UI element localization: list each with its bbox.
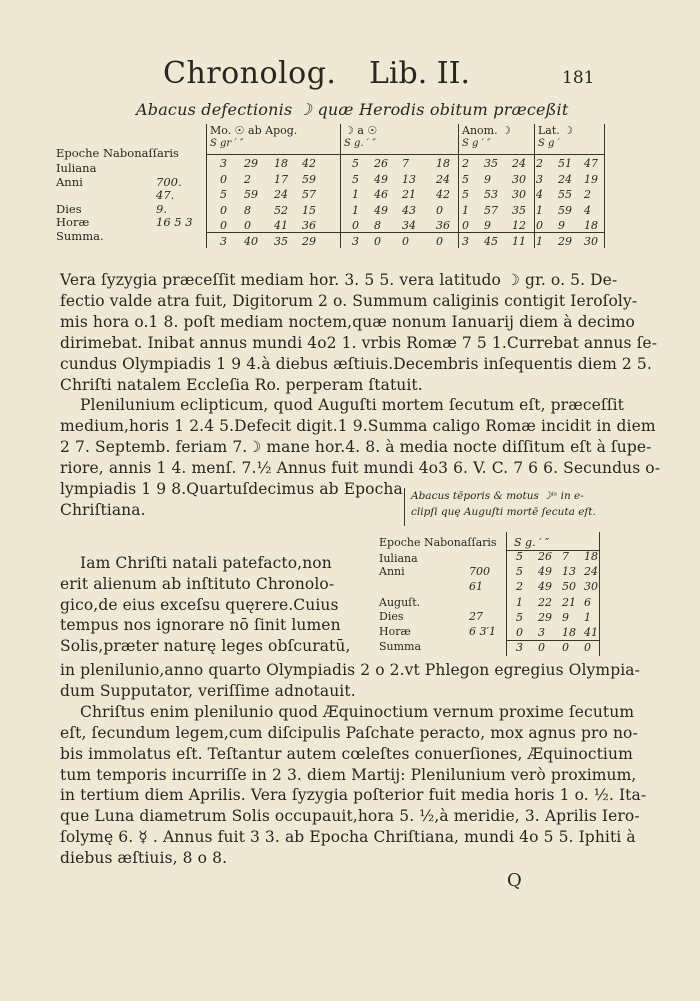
table2-cell: 6 xyxy=(584,595,591,609)
table1-cell: 3 xyxy=(220,157,227,170)
table1-cell: 12 xyxy=(512,219,526,232)
table1-cell: 1 xyxy=(352,203,359,217)
table2-row-label: Auguſt. xyxy=(379,596,421,609)
table1-vline xyxy=(340,124,341,248)
table1-cell: 45 xyxy=(484,234,498,248)
table1-cell: 30 xyxy=(512,172,526,186)
table1-hline xyxy=(206,232,604,233)
table1-cell: 4 xyxy=(584,203,591,217)
table1-hline xyxy=(206,154,604,155)
paragraph-line: Vera ſyzygia præceſſit mediam hor. 3. 5 5. vera latitudo ☽ gr. o. 5. De- xyxy=(60,271,618,289)
table1-cell: 5 xyxy=(220,188,227,201)
table1-cell: 57 xyxy=(484,203,498,217)
table1-col-sub: S gr ′ ″ xyxy=(210,138,244,149)
table2-cell: 5 xyxy=(516,565,523,579)
table1-cell: 0 xyxy=(352,219,359,232)
paragraph-line: tempus nos ignorare nō ſinit lumen xyxy=(60,616,341,635)
table1-cell: 36 xyxy=(302,219,316,232)
table1-cell: 3 xyxy=(536,172,543,186)
table1-cell: 35 xyxy=(274,234,288,248)
table2-row-value: 700 xyxy=(469,565,490,578)
paragraph-line: Chriſti natalem Eccleſia Ro. perperam ſtatuit. xyxy=(60,375,423,394)
table1-cell: 0 xyxy=(436,234,443,248)
paragraph-line: Chriſtiana. xyxy=(60,500,146,519)
table2-cell: 13 xyxy=(562,565,576,579)
table2-row-value: 27 xyxy=(469,610,483,623)
eclipse-table-herod xyxy=(56,124,616,252)
table2-cell: 21 xyxy=(562,595,576,609)
table1-cell: 5 xyxy=(352,157,359,170)
table1-col-sub: S g ′ ″ xyxy=(462,138,491,149)
table1-cell: 57 xyxy=(302,188,316,201)
table1-row-value: 9. xyxy=(156,201,167,216)
table2-col-sub: S g. ′ ″ xyxy=(514,536,550,549)
table1-cell: 9 xyxy=(558,219,565,232)
table2-cell: 26 xyxy=(538,550,552,563)
table1-cell: 29 xyxy=(302,234,316,248)
header-book: Lib. II. xyxy=(369,56,471,91)
table2-title xyxy=(404,488,614,526)
paragraph-line: erit alienum ab inſtituto Chronolo- xyxy=(60,574,335,593)
table2-cell: 9 xyxy=(562,610,569,624)
table1-cell: 24 xyxy=(558,172,572,186)
table1-col-sub: S g ′ xyxy=(538,138,560,149)
table2-row-label: Anni xyxy=(379,565,405,578)
paragraph-line: Plenilunium eclipticum, quod Auguſti mortem ſecutum eſt, præceſſit xyxy=(80,396,624,415)
paragraph-line: diebus æſtiuis, 8 o 8. xyxy=(60,849,228,868)
table1-row-label: Horæ xyxy=(56,215,90,229)
table1-vline xyxy=(206,124,207,248)
table1-cell: 43 xyxy=(402,203,416,217)
table1-cell: 36 xyxy=(436,219,450,232)
paragraph-line: que Luna diametrum Solis occupauit,hora 5. ½,à meridie, 3. Aprilis Iero- xyxy=(60,807,640,826)
table1-cell: 55 xyxy=(558,188,572,201)
table1-cell: 1 xyxy=(352,188,359,201)
table1-cell: 59 xyxy=(244,188,258,201)
table1-cell: 0 xyxy=(244,219,251,232)
table2-cell: 3 xyxy=(516,641,523,655)
table1-cell: 18 xyxy=(584,219,598,232)
table2-cell: 18 xyxy=(562,626,576,639)
table1-cell: 8 xyxy=(244,203,251,217)
table2-cell: 3 xyxy=(538,626,545,639)
table1-cell: 59 xyxy=(302,172,316,186)
paragraph-line: dirimebat. Inibat annus mundi 4o2 1. vrbis Romæ 7 5 1.Currebat annus ſe- xyxy=(60,333,658,352)
table1-cell: 9 xyxy=(484,219,491,232)
table1-cell: 0 xyxy=(220,219,227,232)
table1-cell: 0 xyxy=(220,203,227,217)
header-title: Chronolog. xyxy=(163,56,337,91)
table1-row-label: Dies xyxy=(56,201,82,216)
table1-cell: 1 xyxy=(536,234,543,248)
table1-cell: 49 xyxy=(374,203,388,217)
table1-cell: 2 xyxy=(584,188,591,201)
table2-cell: 24 xyxy=(584,565,598,579)
table1-cell: 13 xyxy=(402,172,416,186)
page-number: 181 xyxy=(562,68,595,88)
table1-cell: 19 xyxy=(584,172,598,186)
paragraph-line: eſt, ſecundum legem,cum diſcipulis Paſchate peracto, mox agnus pro no- xyxy=(60,723,638,742)
table2-row-label: Summa xyxy=(379,640,422,653)
table1-vline xyxy=(534,124,535,248)
paragraph-line: tum temporis incurriſſe in 2 3. diem Martij: Plenilunium verò proximum, xyxy=(60,765,637,784)
table1-cell: 26 xyxy=(374,157,388,170)
paragraph-line: ſolymę 6. ☿ . Annus fuit 3 3. ab Epocha Chriſtiana, mundi 4o 5 5. Iphiti à xyxy=(60,828,636,847)
table2-cell: 5 xyxy=(516,610,523,624)
table1-cell: 0 xyxy=(462,219,469,232)
table1-cell: 0 xyxy=(220,172,227,186)
table1-cell: 2 xyxy=(244,172,251,186)
table1-cell: 0 xyxy=(436,203,443,217)
paragraph-line: bis immolatus eſt. Teſtantur autem cœleſtes conuerſiones, Æquinoctium xyxy=(60,744,633,763)
paragraph-line: 2 7. Septemb. feriam 7.☽ mane hor.4. 8. à media nocte diſſitum eſt à ſupe- xyxy=(60,438,652,457)
table1-row-value: 16 5 3 xyxy=(156,215,193,229)
table1-cell: 15 xyxy=(302,203,316,217)
table2-cell: 30 xyxy=(584,580,598,594)
table1-cell: 34 xyxy=(402,219,416,232)
table1-cell: 53 xyxy=(484,188,498,201)
table1-cell: 4 xyxy=(536,188,543,201)
table1-col-group: Mo. ☉ ab Apog. xyxy=(210,124,298,137)
table1-row-header: Epoche Nabonaſſaris xyxy=(56,146,179,160)
table1-cell: 3 xyxy=(462,234,469,248)
table2-title-line2: clipſi quę Auguſti mortē ſecuta eſt. xyxy=(411,506,596,518)
table1-cell: 52 xyxy=(274,203,288,217)
paragraph-line: mis hora o.1 8. poſt mediam noctem,quæ nonum Ianuarij diem à decimo xyxy=(60,312,635,331)
table1-cell: 35 xyxy=(484,157,498,170)
table2-row-label: Iuliana xyxy=(379,552,418,565)
table1-cell: 40 xyxy=(244,234,258,248)
table2-row-label: Horæ xyxy=(379,625,411,638)
table1-cell: 30 xyxy=(512,188,526,201)
paragraph-line: medium,horis 1 2.4 5.Defecit digit.1 9.Summa caligo Romæ incidit in diem xyxy=(60,417,656,436)
table2-cell: 49 xyxy=(538,565,552,579)
table1-cell: 21 xyxy=(402,188,416,201)
table1-row-value: 700. xyxy=(156,174,182,189)
paragraph-line: in plenilunio,anno quarto Olympiadis 2 o 2.vt Phlegon egregius Olympia- xyxy=(60,661,640,679)
table1-cell: 46 xyxy=(374,188,388,201)
table1-col-group: Anom. ☽ xyxy=(462,124,511,137)
table1-cell: 18 xyxy=(274,157,288,170)
paragraph-line: lympiadis 1 9 8.Quartuſdecimus ab Epocha xyxy=(60,480,403,498)
table1-cell: 7 xyxy=(402,157,409,170)
table1-cell: 24 xyxy=(274,188,288,201)
table1-cell: 42 xyxy=(436,188,450,201)
table1-title: Abacus defectionis ☽ quæ Herodis obitum præceßit xyxy=(136,100,569,119)
table1-vline xyxy=(604,124,605,248)
table1-cell: 24 xyxy=(512,157,526,170)
table1-cell: 3 xyxy=(220,234,227,248)
table1-row-label: Summa. xyxy=(56,228,104,243)
table2-row-value: 6 3′1 xyxy=(469,625,496,638)
table2-cell: 49 xyxy=(538,580,552,594)
table1-row-label: Anni xyxy=(56,174,83,189)
table2-row-header: Epoche Nabonaſſaris xyxy=(379,536,497,549)
table1-cell: 0 xyxy=(402,234,409,248)
table2-cell: 2 xyxy=(516,580,523,594)
table2-cell: 0 xyxy=(516,626,523,639)
table2-cell: 5 xyxy=(516,550,523,563)
table1-cell: 2 xyxy=(462,157,469,170)
table1-cell: 1 xyxy=(462,203,469,217)
table1-vline xyxy=(458,124,459,248)
table1-cell: 17 xyxy=(274,172,288,186)
table1-cell: 5 xyxy=(462,172,469,186)
running-header xyxy=(0,54,700,94)
paragraph-line: fectio valde atra fuit, Digitorum 2 o. Summum caliginis contigit Ieroſoly- xyxy=(60,291,638,310)
table2-row-label: Dies xyxy=(379,610,404,623)
table2-cell: 50 xyxy=(562,580,576,594)
table2-row-value: 61 xyxy=(469,580,483,593)
table2-cell: 1 xyxy=(516,595,523,609)
table1-col-group: ☽ a ☉ xyxy=(344,124,378,137)
paragraph-line: Chriſtus enim plenilunio quod Æquinoctium vernum proxime ſecutum xyxy=(80,702,635,721)
table2-cell: 29 xyxy=(538,610,552,624)
table2-cell: 0 xyxy=(538,641,545,655)
table1-cell: 29 xyxy=(244,157,258,170)
table1-cell: 35 xyxy=(512,203,526,217)
table1-cell: 42 xyxy=(302,157,316,170)
table1-cell: 3 xyxy=(352,234,359,248)
table1-cell: 5 xyxy=(462,188,469,201)
table2-cell: 7 xyxy=(562,550,569,563)
table1-cell: 9 xyxy=(484,172,491,186)
table1-row-value: 47. xyxy=(156,188,175,202)
table1-cell: 47 xyxy=(584,157,598,170)
table1-cell: 5 xyxy=(352,172,359,186)
paragraph-line: in tertium diem Aprilis. Vera ſyzygia poſterior fuit media horis 1 o. ½. Ita- xyxy=(60,786,647,805)
catchword: Q xyxy=(507,870,522,891)
table1-cell: 11 xyxy=(512,234,526,248)
table1-cell: 51 xyxy=(558,157,572,170)
table1-cell: 24 xyxy=(436,172,450,186)
table1-col-group: Lat. ☽ xyxy=(538,124,574,137)
table2-cell: 22 xyxy=(538,595,552,609)
table1-cell: 59 xyxy=(558,203,572,217)
table2-vline xyxy=(599,532,600,656)
table2-cell: 18 xyxy=(584,550,598,563)
eclipse-table-augustus xyxy=(374,532,624,662)
paragraph-line: riore, annis 1 4. menſ. 7.½ Annus fuit mundi 4o3 6. V. C. 7 6 6. Secundus o- xyxy=(60,459,661,478)
table1-cell: 1 xyxy=(536,203,543,217)
table1-cell: 2 xyxy=(536,157,543,170)
table1-cell: 0 xyxy=(536,219,543,232)
table2-cell: 1 xyxy=(584,610,591,624)
table1-cell: 30 xyxy=(584,234,598,248)
table1-cell: 18 xyxy=(436,157,450,170)
table2-cell: 0 xyxy=(584,641,591,655)
table1-row-label: Iuliana xyxy=(56,161,97,175)
table1-cell: 29 xyxy=(558,234,572,248)
table2-cell: 41 xyxy=(584,626,598,639)
paragraph-line: gico,de eius exceſsu quęrere.Cuius xyxy=(60,595,339,614)
table1-cell: 0 xyxy=(374,234,381,248)
paragraph-line: Iam Chriſti natali patefacto,non xyxy=(80,554,332,572)
table1-cell: 49 xyxy=(374,172,388,186)
table2-cell: 0 xyxy=(562,641,569,655)
table1-cell: 8 xyxy=(374,219,381,232)
table1-col-sub: S g. ′ ″ xyxy=(344,138,376,149)
paragraph-line: Solis,præter naturę leges obſcuratū, xyxy=(60,637,351,656)
paragraph-line: cundus Olympiadis 1 9 4.à diebus æſtiuis.Decembris inſequentis diem 2 5. xyxy=(60,354,652,373)
table1-cell: 41 xyxy=(274,219,288,232)
paragraph-line: dum Supputator, veriſſime adnotauit. xyxy=(60,681,356,700)
table2-title-line1: Abacus tēporis & motus ☽ⁱˢ in e- xyxy=(411,490,584,502)
